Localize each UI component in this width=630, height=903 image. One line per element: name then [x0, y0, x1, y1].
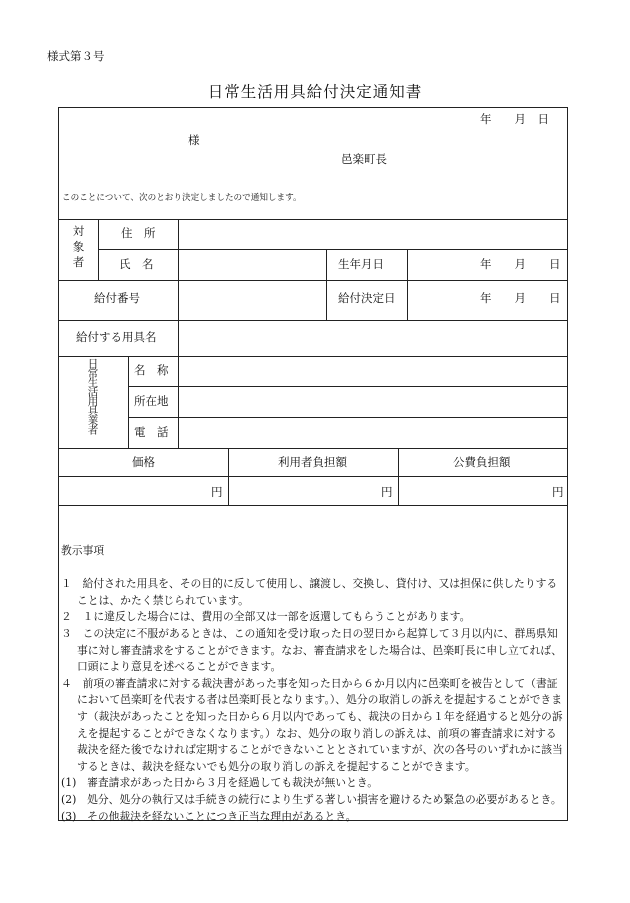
subject-label: 対象者 — [71, 225, 86, 272]
vendor-location-label: 所在地 — [134, 394, 169, 408]
rule — [178, 219, 179, 448]
rule — [326, 249, 327, 320]
instructions-heading: 教示事項 — [61, 544, 105, 557]
rule — [98, 249, 567, 250]
rule — [128, 386, 567, 387]
user-share-label: 利用者負担額 — [278, 455, 347, 469]
intro-text: このことについて、次のとおり決定しましたので通知します。 — [62, 193, 302, 203]
public-share-label: 公費負担額 — [453, 455, 511, 469]
vendor-phone-label: 電 話 — [134, 425, 169, 439]
note-4-sub-3: (3) その他裁決を経ないことにつき正当な理由があるとき。 — [61, 809, 357, 823]
decision-date-label: 給付決定日 — [338, 291, 396, 305]
note-4: ４ 前項の審査請求に対する裁決書があった事を知った日から６か月以内に邑楽町を被告として（書証において邑楽町を代表する者は邑楽町長となります。）、処分の取消しの訴えを提起することができます（裁決があったことを知った日から６月以内であっても、裁決の日から１年を経過すると処分の訴えを提起することができなくなります。）なお、処分の取り消しの訴えは、前項の審査請求に対する裁決を経た後でなければ定期することができないこととされていますが、次の各号のいずれかに該当するときは、裁決を経ないでも処分の取り消しの訴えを提起することができます。 — [61, 676, 563, 773]
user-share-yen: 円 — [381, 485, 393, 499]
rule — [59, 219, 567, 220]
note-4-sub-2: (2) 処分、処分の執行又は手続きの続行により生ずる著しい損害を避けるため緊急の必要があるとき。 — [61, 792, 562, 806]
addressee-suffix: 様 — [188, 133, 200, 147]
rule — [128, 417, 567, 418]
rule — [128, 356, 129, 448]
address-label: 住 所 — [121, 226, 156, 240]
rule — [59, 476, 567, 477]
note-3: ３ この決定に不服があるときは、この通知を受け取った日の翌日から起算して３月以内に、群馬県知事に対し審査請求をすることができます。なお、審査請求をした場合は、邑楽町長に申し立てれば、口頭により意見を述べることができます。 — [61, 626, 562, 674]
rule — [407, 249, 408, 320]
rule — [398, 448, 399, 505]
note-2: ２ １に違反した場合には、費用の全部又は一部を返還してもらうことがあります。 — [61, 610, 471, 624]
note-4-sub-1: (1) 審査請求があった日から３月を経過しても裁決が無いとき。 — [61, 776, 379, 790]
form-frame — [58, 107, 568, 821]
birthdate-label: 生年月日 — [338, 257, 384, 271]
rule — [59, 505, 567, 506]
public-share-yen: 円 — [552, 485, 564, 499]
price-yen: 円 — [211, 485, 223, 499]
rule — [59, 448, 567, 449]
vendor-name-label: 名 称 — [134, 363, 169, 377]
rule — [59, 356, 567, 357]
form-number: 様式第３号 — [47, 49, 105, 63]
decision-date-value: 年 月 日 — [480, 291, 561, 305]
rule — [59, 280, 567, 281]
rule — [98, 219, 99, 280]
instructions — [61, 543, 565, 825]
price-label: 価格 — [132, 455, 155, 469]
rule — [228, 448, 229, 505]
document-title: 日常生活用具給付決定通知書 — [207, 83, 423, 101]
birthdate-value: 年 月 日 — [480, 257, 561, 271]
grant-number-label: 給付番号 — [94, 291, 140, 305]
sender: 邑楽町長 — [341, 152, 387, 166]
vendor-label: 日常生活用具業者 — [86, 358, 99, 434]
note-1: １ 給付された用具を、その目的に反して使用し、譲渡し、交換し、貸付け、又は担保に供したりすることは、かたく禁じられています。 — [61, 577, 558, 607]
issue-date: 年 月 日 — [480, 112, 549, 126]
rule — [59, 320, 567, 321]
item-name-label: 給付する用具名 — [76, 330, 157, 344]
name-label: 氏 名 — [119, 257, 154, 271]
